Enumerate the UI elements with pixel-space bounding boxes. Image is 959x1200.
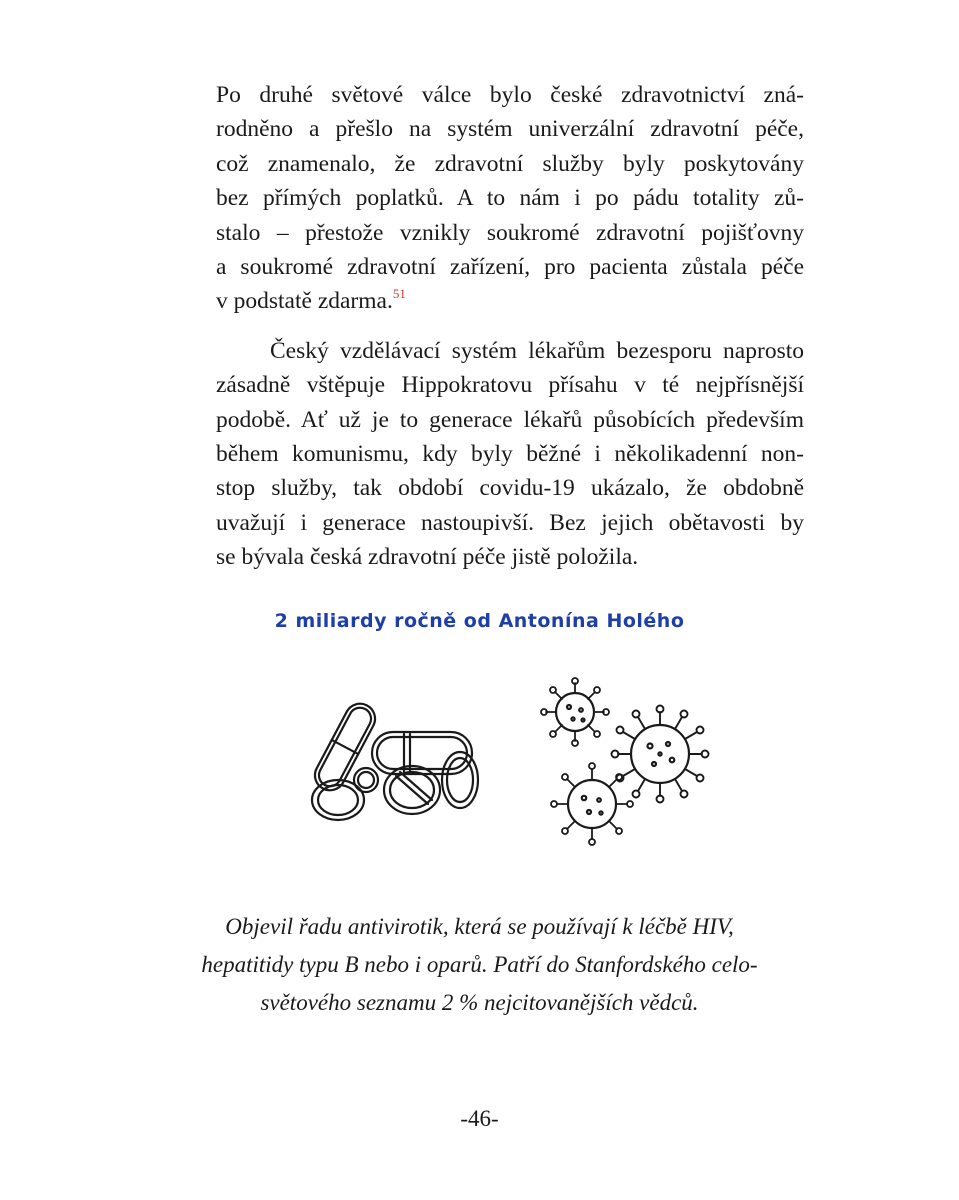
- paragraph-line: uvažují i generace nastoupivší. Bez jejich obětavosti by: [216, 509, 804, 536]
- paragraph-line: během komunismu, kdy byly běžné i několikadenní non-: [216, 441, 804, 468]
- caption-line: světového seznamu 2 % nejcitovanějších vědců.: [260, 990, 699, 1015]
- paragraph-2: [216, 334, 804, 575]
- paragraph-line: se bývala česká zdravotní péče jistě položila.: [216, 544, 639, 571]
- paragraph-1: [216, 78, 804, 319]
- paragraph-line: podobě. Ať už je to generace lékařů působících především: [216, 406, 804, 433]
- paragraph-line: stop služby, tak období covidu-19 ukázalo, že obdobně: [216, 475, 804, 502]
- illustration: [300, 672, 720, 852]
- section-heading: 2 miliardy ročně od Antonína Holého: [274, 610, 685, 632]
- page-number: -46-: [460, 1106, 499, 1131]
- paragraph-line: což znamenalo, že zdravotní služby byly poskytovány: [216, 150, 804, 177]
- paragraph-line: Český vzdělávací systém lékařům bezesporu naprosto: [270, 337, 804, 364]
- paragraph-line: a soukromé zdravotní zařízení, pro pacienta zůstala péče: [216, 254, 804, 281]
- pills-icon: [310, 698, 478, 820]
- footnote-reference[interactable]: 51: [392, 286, 406, 302]
- paragraph-line: rodněno a přešlo na systém univerzální zdravotní péče,: [216, 116, 804, 143]
- paragraph-line: bez přímých poplatků. A to nám i po pádu totality zů-: [216, 185, 804, 212]
- paragraph-line-text: v podstatě zdarma.: [216, 288, 393, 315]
- paragraph-line: Po druhé světové válce bylo české zdravotnictví zná-: [216, 82, 804, 108]
- paragraph-last-line: [216, 284, 804, 318]
- illustration-caption: [0, 908, 959, 1022]
- caption-line: hepatitidy typu B nebo i oparů. Patří do Stanfordského celo-: [201, 952, 758, 977]
- body-text: [216, 78, 804, 575]
- paragraph-line: stalo – přestože vznikly soukromé zdravotní pojišťovny: [216, 219, 804, 246]
- virus-icon: [541, 678, 709, 845]
- paragraph-line: zásadně vštěpuje Hippokratovu přísahu v té nejpřísnější: [216, 372, 804, 399]
- caption-line: Objevil řadu antivirotik, která se používají k léčbě HIV,: [225, 914, 734, 939]
